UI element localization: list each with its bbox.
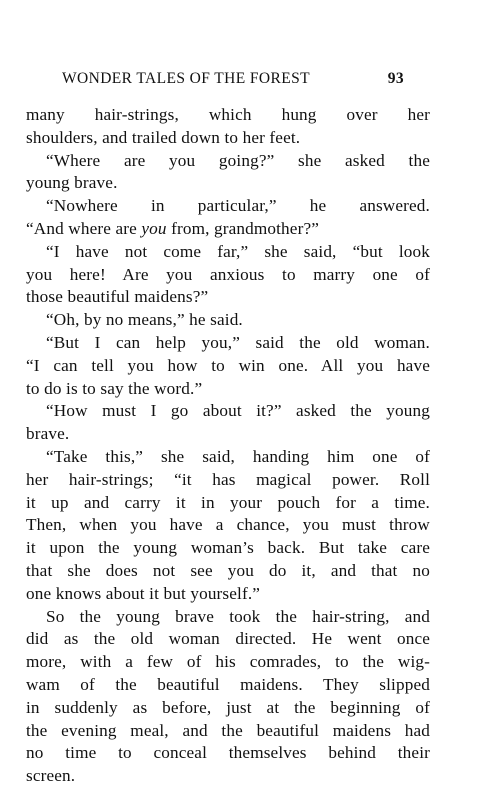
text-line: no time to conceal themselves behind their bbox=[26, 743, 430, 763]
text-line: screen. bbox=[26, 766, 76, 786]
text-line: did as the old woman directed. He went once bbox=[26, 629, 430, 649]
text-line: it upon the young woman’s back. But take care bbox=[26, 538, 430, 558]
text-line: Then, when you have a chance, you must throw bbox=[26, 515, 430, 535]
text-line: “How must I go about it?” asked the young bbox=[46, 401, 430, 421]
text-line: So the young brave took the hair-string, and bbox=[46, 606, 430, 626]
text-line: “I have not come far,” she said, “but look bbox=[46, 241, 430, 261]
text-line: to do is to say the word.” bbox=[26, 378, 203, 398]
text-line: “I can tell you how to win one. All you have bbox=[26, 355, 430, 375]
text-line: “But I can help you,” said the old woman. bbox=[46, 332, 430, 352]
body-text bbox=[26, 104, 430, 788]
page-number: 93 bbox=[387, 70, 404, 87]
text-line: “And where are you from, grandmother?” bbox=[26, 218, 320, 238]
text-line: “Oh, by no means,” he said. bbox=[46, 310, 243, 330]
text-line: “Where are you going?” she asked the bbox=[46, 150, 430, 170]
text-line: brave. bbox=[26, 424, 70, 444]
text-line: young brave. bbox=[26, 173, 118, 193]
running-head: WONDER TALES OF THE FOREST bbox=[62, 70, 310, 87]
text-line: “Nowhere in particular,” he answered. bbox=[46, 196, 430, 216]
text-line: one knows about it but yourself.” bbox=[26, 583, 261, 603]
text-line: more, with a few of his comrades, to the wig- bbox=[26, 652, 430, 672]
text-line: many hair-strings, which hung over her bbox=[26, 105, 430, 124]
page-header bbox=[62, 70, 404, 88]
text-line: her hair-strings; “it has magical power. Roll bbox=[26, 469, 430, 489]
text-line: it up and carry it in your pouch for a time. bbox=[26, 492, 430, 512]
text-line: in suddenly as before, just at the beginning of bbox=[26, 697, 430, 717]
text-line: shoulders, and trailed down to her feet. bbox=[26, 127, 301, 147]
text-line: those beautiful maidens?” bbox=[26, 287, 209, 307]
text-line: wam of the beautiful maidens. They slipped bbox=[26, 674, 430, 694]
text-line: “Take this,” she said, handing him one of bbox=[46, 446, 430, 466]
text-line: that she does not see you do it, and that no bbox=[26, 560, 430, 580]
text-line: the evening meal, and the beautiful maidens had bbox=[26, 720, 430, 740]
text-line: you here! Are you anxious to marry one of bbox=[26, 264, 430, 284]
